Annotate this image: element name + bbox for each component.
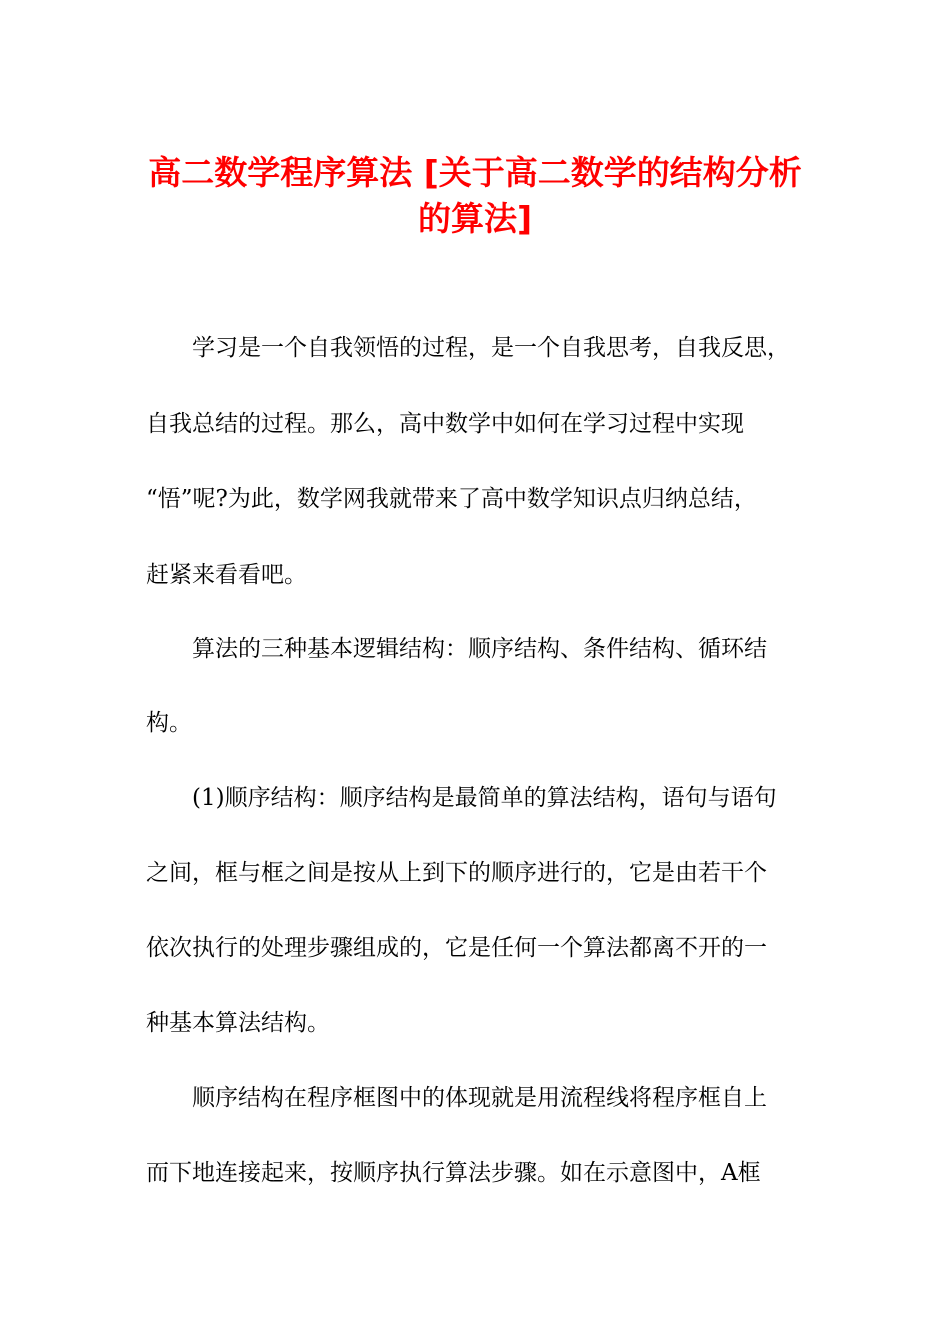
paragraph-line: 构。 — [146, 710, 192, 736]
document-title-line-2: 的算法] — [417, 199, 533, 238]
paragraph-line: 种基本算法结构。 — [146, 1010, 330, 1036]
paragraph-line: 算法的三种基本逻辑结构：顺序结构、条件结构、循环结 — [192, 636, 767, 662]
paragraph-line: 顺序结构在程序框图中的体现就是用流程线将程序框自上 — [192, 1085, 767, 1111]
document-title-line-1: 高二数学程序算法 [关于高二数学的结构分析 — [148, 153, 802, 192]
paragraph-line: 自我总结的过程。那么，高中数学中如何在学习过程中实现 — [146, 411, 744, 437]
paragraph-line: 之间，框与框之间是按从上到下的顺序进行的，它是由若干个 — [146, 860, 767, 886]
paragraph-line: 而下地连接起来，按顺序执行算法步骤。如在示意图中，A框 — [146, 1160, 761, 1186]
paragraph-line: 赶紧来看看吧。 — [146, 562, 307, 588]
paragraph-line: (1)顺序结构：顺序结构是最简单的算法结构，语句与语句 — [192, 785, 777, 811]
paragraph-line: “悟”呢?为此，数学网我就带来了高中数学知识点归纳总结， — [146, 486, 757, 512]
paragraph-line: 学习是一个自我领悟的过程，是一个自我思考，自我反思， — [192, 335, 790, 361]
paragraph-line: 依次执行的处理步骤组成的，它是任何一个算法都离不开的一 — [146, 935, 767, 961]
